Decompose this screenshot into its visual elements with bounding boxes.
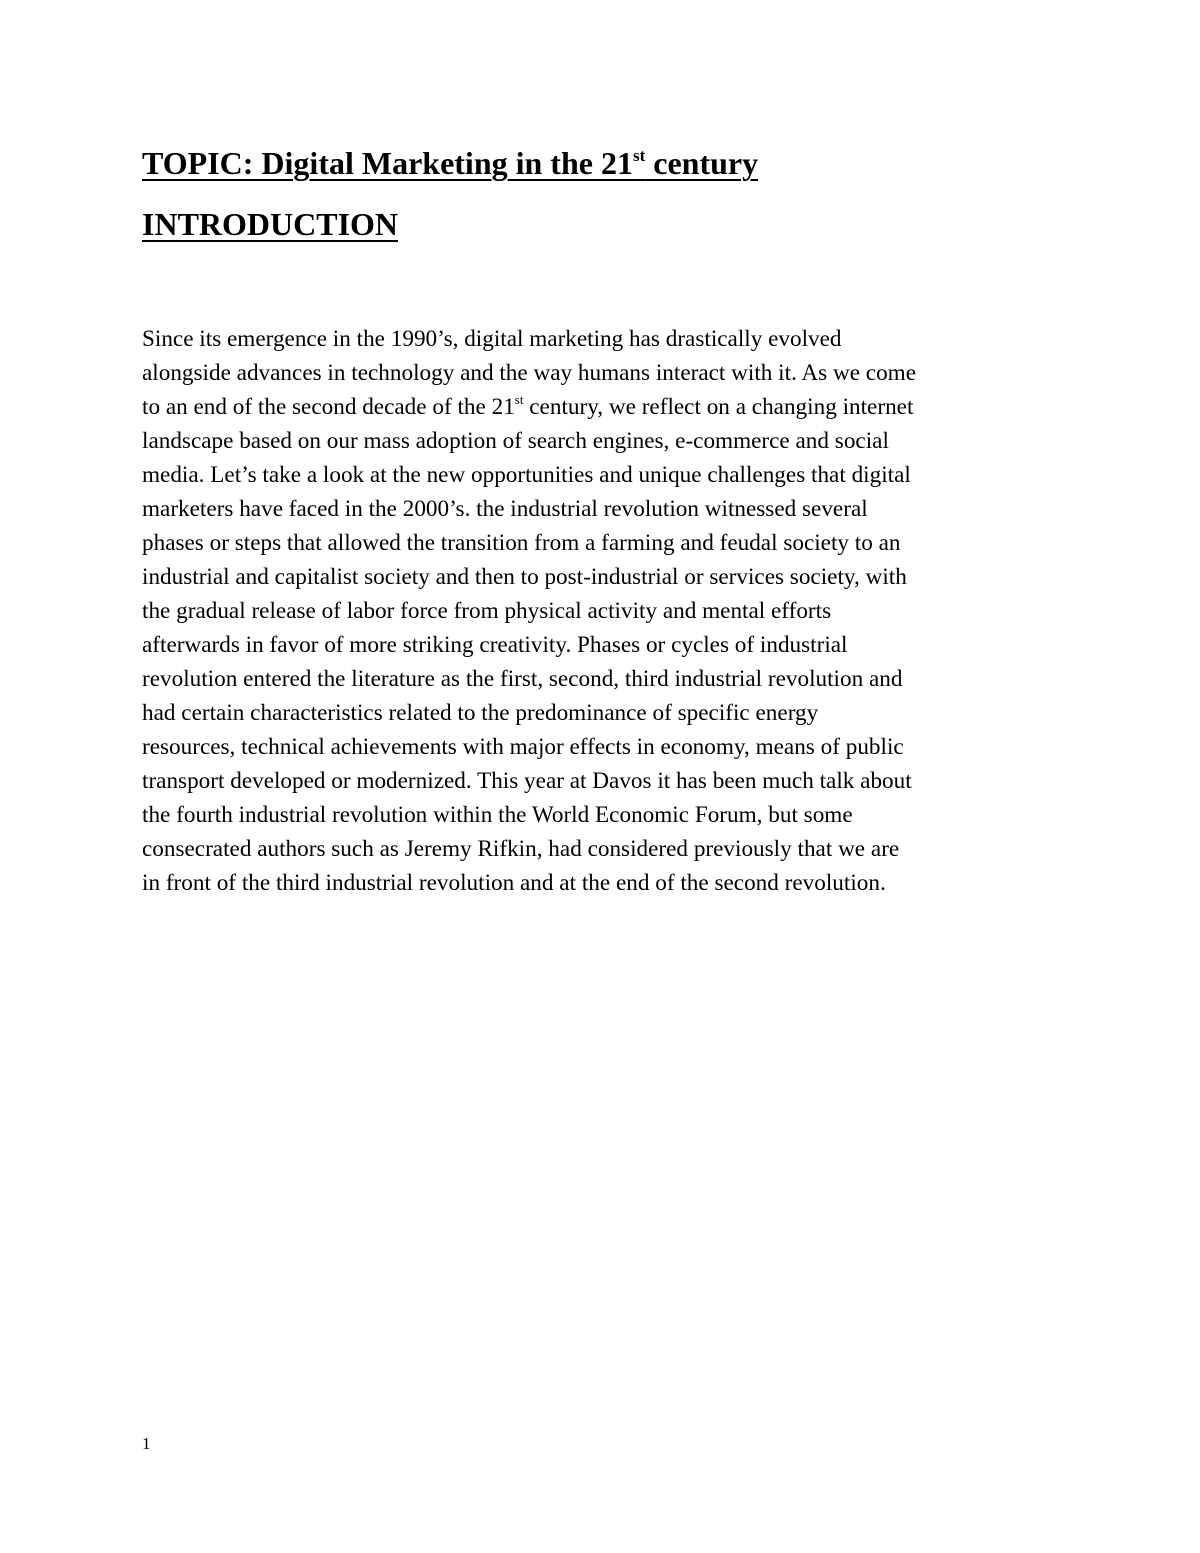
paragraph-line-14: transport developed or modernized. This year at Davos it has been much talk about (142, 768, 912, 794)
topic-heading-superscript: st (632, 146, 646, 165)
page-number: 1 (142, 1434, 151, 1453)
paragraph-line-7: phases or steps that allowed the transition from a farming and feudal society to an (142, 530, 901, 556)
paragraph-line-9: the gradual release of labor force from physical activity and mental efforts (142, 598, 832, 624)
topic-heading-text: TOPIC: Digital Marketing in the 21 (142, 145, 633, 181)
paragraph-line-5: media. Let’s take a look at the new opportunities and unique challenges that digital (142, 462, 911, 488)
paragraph-line-8: industrial and capitalist society and then to post-industrial or services society, with (142, 564, 907, 590)
paragraph-line-11: revolution entered the literature as the first, second, third industrial revolution and (142, 666, 903, 692)
introduction-heading: INTRODUCTION (142, 206, 399, 242)
paragraph-line-3 (142, 390, 1082, 424)
paragraph-line-12: had certain characteristics related to the predominance of specific energy (142, 700, 819, 726)
paragraph-line-1: Since its emergence in the 1990’s, digital marketing has drastically evolved (142, 326, 842, 352)
paragraph-line-2: alongside advances in technology and the way humans interact with it. As we come (142, 360, 916, 386)
paragraph-line-3-superscript: st (514, 392, 524, 407)
paragraph-line-13: resources, technical achievements with major effects in economy, means of public (142, 734, 904, 760)
paragraph-line-16: consecrated authors such as Jeremy Rifkin, had considered previously that we are (142, 836, 900, 862)
introduction-paragraph (142, 322, 1082, 900)
paragraph-line-15: the fourth industrial revolution within the World Economic Forum, but some (142, 802, 853, 828)
paragraph-line-3-text-end: century, we reflect on a changing internet (523, 394, 914, 420)
paragraph-line-3-text: to an end of the second decade of the 21 (142, 394, 515, 420)
paragraph-line-4: landscape based on our mass adoption of search engines, e-commerce and social (142, 428, 889, 454)
topic-heading (142, 143, 758, 183)
topic-heading-text-end: century (645, 145, 759, 181)
paragraph-line-17: in front of the third industrial revolution and at the end of the second revolution. (142, 870, 886, 896)
paragraph-line-6: marketers have faced in the 2000’s. the industrial revolution witnessed several (142, 496, 868, 522)
paragraph-line-10: afterwards in favor of more striking creativity. Phases or cycles of industrial (142, 632, 848, 658)
